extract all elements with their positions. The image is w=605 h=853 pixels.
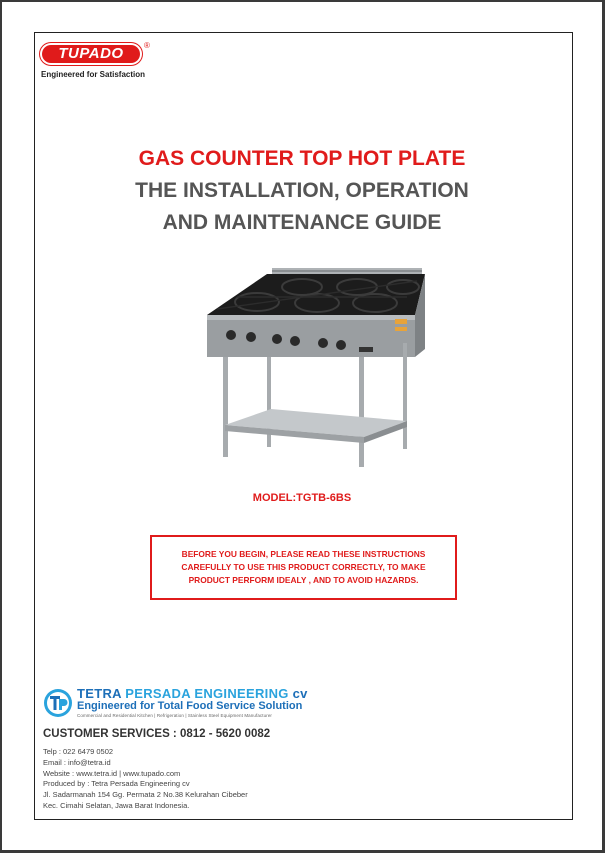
logo-text: TUPADO xyxy=(58,45,124,62)
company-subtitle: Engineered for Total Food Service Solution xyxy=(77,700,303,712)
subtitle-line-2: AND MAINTENANCE GUIDE xyxy=(162,211,442,234)
subtitle-line-1: THE INSTALLATION, OPERATION xyxy=(135,179,469,202)
contact-address-2: Kec. Cimahi Selatan, Jawa Barat Indonesia. xyxy=(43,800,190,810)
brand-tagline: Engineered for Satisfaction xyxy=(41,70,146,79)
tetra-logo-icon xyxy=(43,688,73,718)
company-name-suffix: cv xyxy=(288,686,308,701)
product-image xyxy=(207,257,467,472)
contact-website: Website : www.tetra.id | www.tupado.com xyxy=(43,768,181,778)
company-services: Commercial and Residential Kitchen | Refrigeration | Stainless Steel Equipment Manufacturer xyxy=(77,713,273,718)
contact-telp: Telp : 022 6479 0502 xyxy=(43,747,114,756)
document-title: GAS COUNTER TOP HOT PLATE xyxy=(138,147,466,170)
contact-block xyxy=(43,747,248,812)
company-name-light: PERSADA ENGINEERING xyxy=(121,686,289,701)
contact-produced: Produced by : Tetra Persada Engineering cv xyxy=(43,779,190,789)
contact-email: Email : info@tetra.id xyxy=(43,757,111,767)
document-page xyxy=(2,2,602,850)
company-name xyxy=(77,686,308,701)
contact-address-1: Jl. Sadarmanah 154 Gg. Permata 2 No.38 Kelurahan Cibeber xyxy=(43,790,248,800)
warning-box xyxy=(150,535,457,600)
customer-service: CUSTOMER SERVICES : 0812 - 5620 0082 xyxy=(43,728,271,740)
warning-text: BEFORE YOU BEGIN, PLEASE READ THESE INSTRUCTIONS CAREFULLY TO USE THIS PRODUCT CORRECTLY, TO MAKE PRODUCT PERFORM IDEALY , AND TO AVOID HAZARDS. xyxy=(181,549,426,585)
company-name-bold: TETRA xyxy=(77,686,122,701)
model-number: MODEL:TGTB-6BS xyxy=(252,492,352,504)
registered-mark: ® xyxy=(144,41,150,50)
